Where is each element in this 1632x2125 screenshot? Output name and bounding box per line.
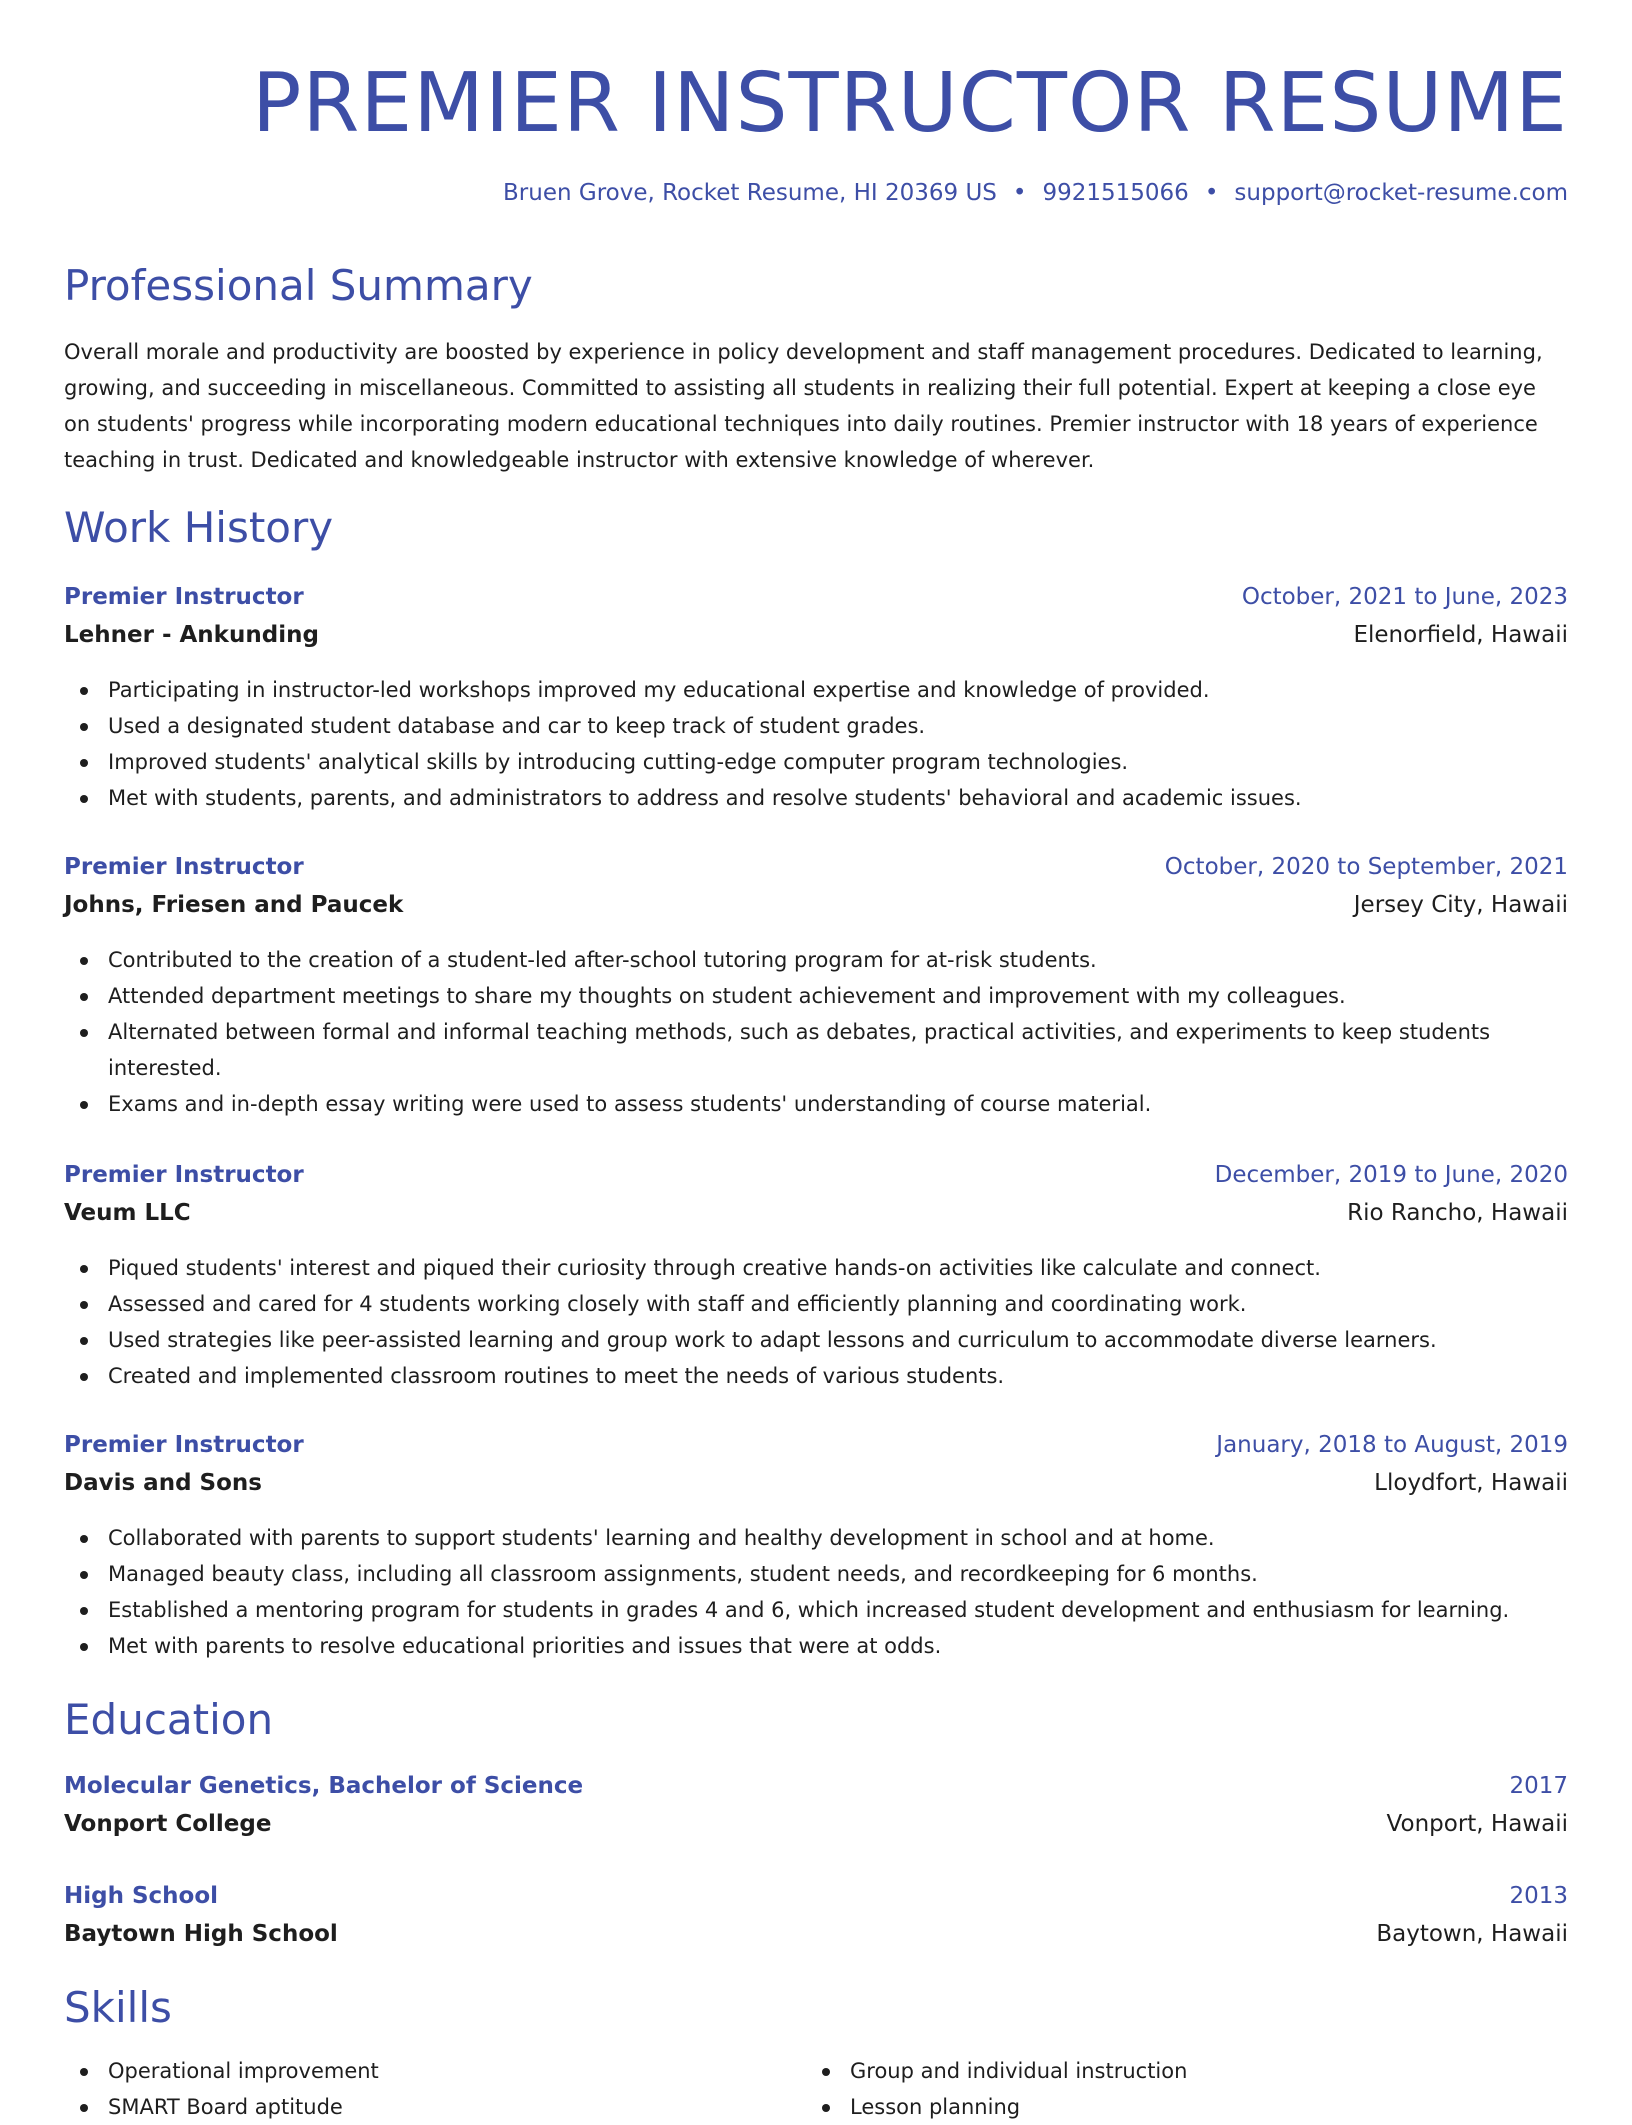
skill-text: Group and individual instruction (850, 2059, 1188, 2083)
bullet-icon (80, 993, 88, 1001)
bullet-icon (80, 1301, 88, 1309)
education-header-row (64, 1877, 1568, 1915)
bullet-icon (80, 957, 88, 965)
bullet-icon (80, 1373, 88, 1381)
education-heading: Education (64, 1695, 274, 1744)
education-school-row (64, 1805, 1568, 1843)
job-role: Premier Instructor (64, 584, 304, 610)
job-location: Elenorfield, Hawaii (1353, 622, 1568, 648)
education-school: Baytown High School (64, 1921, 338, 1947)
job-role: Premier Instructor (64, 854, 304, 880)
bullet-text: Piqued students' interest and piqued their curiosity through creative hands-on activities like calculate and connect. (108, 1256, 1321, 1280)
job-dates: October, 2021 to June, 2023 (1241, 584, 1568, 610)
summary-heading: Professional Summary (64, 261, 533, 310)
job-dates: December, 2019 to June, 2020 (1214, 1162, 1568, 1188)
education-year: 2017 (1509, 1773, 1568, 1799)
bullet-icon (80, 759, 88, 767)
job-bullets (64, 672, 1568, 816)
bullet-text: Used strategies like peer-assisted learning and group work to adapt lessons and curriculum to accommodate diverse learners. (108, 1328, 1437, 1352)
job-dates: October, 2020 to September, 2021 (1164, 854, 1568, 880)
list-item (64, 672, 1568, 708)
bullet-icon (80, 1643, 88, 1651)
bullet-text: Used a designated student database and car to keep track of student grades. (108, 714, 926, 738)
list-item (64, 1250, 1568, 1286)
education-year: 2013 (1509, 1883, 1568, 1909)
list-item (806, 2053, 1187, 2089)
contact-line (503, 180, 1568, 206)
bullet-text: Assessed and cared for 4 students working closely with staff and efficiently planning and coordinating work. (108, 1292, 1247, 1316)
bullet-icon (80, 1265, 88, 1273)
bullet-icon (80, 1101, 88, 1109)
education-degree: Molecular Genetics, Bachelor of Science (64, 1773, 584, 1799)
education-location: Baytown, Hawaii (1376, 1921, 1568, 1947)
list-item (64, 2089, 379, 2125)
job-company: Veum LLC (64, 1200, 191, 1226)
skill-text: Operational improvement (108, 2059, 379, 2083)
list-item (64, 1286, 1568, 1322)
job-location: Lloydfort, Hawaii (1374, 1470, 1568, 1496)
education-school: Vonport College (64, 1811, 272, 1837)
bullet-icon (80, 1029, 88, 1037)
job-header-row (64, 1156, 1568, 1194)
list-item (64, 942, 1568, 978)
education-entry (64, 1877, 1568, 1953)
bullet-text: Collaborated with parents to support students' learning and healthy development in school and at home. (108, 1526, 1215, 1550)
list-item (806, 2089, 1187, 2125)
bullet-icon (80, 2068, 88, 2076)
job-location: Jersey City, Hawaii (1353, 892, 1568, 918)
list-item (64, 1358, 1568, 1394)
job-dates: January, 2018 to August, 2019 (1216, 1432, 1568, 1458)
job-header-row (64, 1426, 1568, 1464)
list-item (64, 708, 1568, 744)
email-link[interactable]: support@rocket-resume.com (1234, 180, 1568, 206)
bullet-text: Contributed to the creation of a student-led after-school tutoring program for at-risk students. (108, 948, 1097, 972)
resume-title: PREMIER INSTRUCTOR RESUME (251, 56, 1568, 151)
job-company-row (64, 616, 1568, 654)
phone: 9921515066 (1042, 180, 1189, 206)
list-item (64, 1322, 1568, 1358)
list-item (64, 1592, 1568, 1628)
bullet-text: Created and implemented classroom routines to meet the needs of various students. (108, 1364, 1005, 1388)
job-bullets (64, 942, 1568, 1122)
education-header-row (64, 1767, 1568, 1805)
bullet-text: Established a mentoring program for students in grades 4 and 6, which increased student development and enthusiasm for learning. (108, 1598, 1510, 1622)
bullet-icon (80, 1607, 88, 1615)
bullet-icon (80, 2104, 88, 2112)
separator: • (1012, 180, 1027, 206)
list-item (64, 1086, 1568, 1122)
list-item (64, 2053, 379, 2089)
job-company: Johns, Friesen and Paucek (64, 892, 404, 918)
job-header-row (64, 578, 1568, 616)
job-entry (64, 578, 1568, 654)
list-item (64, 978, 1568, 1014)
bullet-text: Exams and in-depth essay writing were used to assess students' understanding of course material. (108, 1092, 1152, 1116)
skills-list-left (64, 2053, 379, 2125)
education-location: Vonport, Hawaii (1386, 1811, 1568, 1837)
job-entry (64, 848, 1568, 924)
bullet-text: Improved students' analytical skills by introducing cutting-edge computer program technologies. (108, 750, 1129, 774)
bullet-icon (80, 723, 88, 731)
list-item (64, 744, 1568, 780)
job-location: Rio Rancho, Hawaii (1347, 1200, 1568, 1226)
bullet-icon (822, 2068, 830, 2076)
education-school-row (64, 1915, 1568, 1953)
bullet-text: Alternated between formal and informal teaching methods, such as debates, practical activities, and experiments to keep students interested. (108, 1020, 1491, 1080)
skills-heading: Skills (64, 1983, 172, 2032)
work-history-heading: Work History (64, 503, 334, 552)
bullet-icon (80, 1535, 88, 1543)
job-company: Davis and Sons (64, 1470, 262, 1496)
bullet-text: Participating in instructor-led workshops improved my educational expertise and knowledge of provided. (108, 678, 1210, 702)
job-entry (64, 1426, 1568, 1502)
job-entry (64, 1156, 1568, 1232)
bullet-text: Met with parents to resolve educational priorities and issues that were at odds. (108, 1634, 942, 1658)
summary-text: Overall morale and productivity are boosted by experience in policy development and staff management procedures. Dedicated to learning, growing, and succeeding in miscellaneous. Committed to assisting all students in realizing their full potential. Expert at keeping a close eye on students' progress while incorporating modern educational techniques into daily routines. Premier instructor with 18 years of experience teaching in trust. Dedicated and knowledgeable instructor with extensive knowledge of wherever. (64, 340, 1543, 472)
job-role: Premier Instructor (64, 1162, 304, 1188)
bullet-text: Met with students, parents, and administrators to address and resolve students' behavioral and academic issues. (108, 786, 1302, 810)
bullet-text: Attended department meetings to share my thoughts on student achievement and improvement with my colleagues. (108, 984, 1346, 1008)
job-bullets (64, 1250, 1568, 1394)
list-item (64, 1014, 1568, 1086)
list-item (64, 1556, 1568, 1592)
job-role: Premier Instructor (64, 1432, 304, 1458)
job-company: Lehner - Ankunding (64, 622, 319, 648)
skill-text: Lesson planning (850, 2095, 1021, 2119)
bullet-icon (822, 2104, 830, 2112)
bullet-icon (80, 1337, 88, 1345)
bullet-icon (80, 687, 88, 695)
separator: • (1204, 180, 1219, 206)
skills-list-right (806, 2053, 1187, 2125)
job-company-row (64, 886, 1568, 924)
job-header-row (64, 848, 1568, 886)
bullet-icon (80, 795, 88, 803)
job-bullets (64, 1520, 1568, 1664)
list-item (64, 1520, 1568, 1556)
list-item (64, 780, 1568, 816)
address: Bruen Grove, Rocket Resume, HI 20369 US (503, 180, 997, 206)
job-company-row (64, 1464, 1568, 1502)
skill-text: SMART Board aptitude (108, 2095, 343, 2119)
education-entry (64, 1767, 1568, 1843)
bullet-icon (80, 1571, 88, 1579)
bullet-text: Managed beauty class, including all classroom assignments, student needs, and recordkeeping for 6 months. (108, 1562, 1258, 1586)
list-item (64, 1628, 1568, 1664)
education-degree: High School (64, 1883, 219, 1909)
job-company-row (64, 1194, 1568, 1232)
